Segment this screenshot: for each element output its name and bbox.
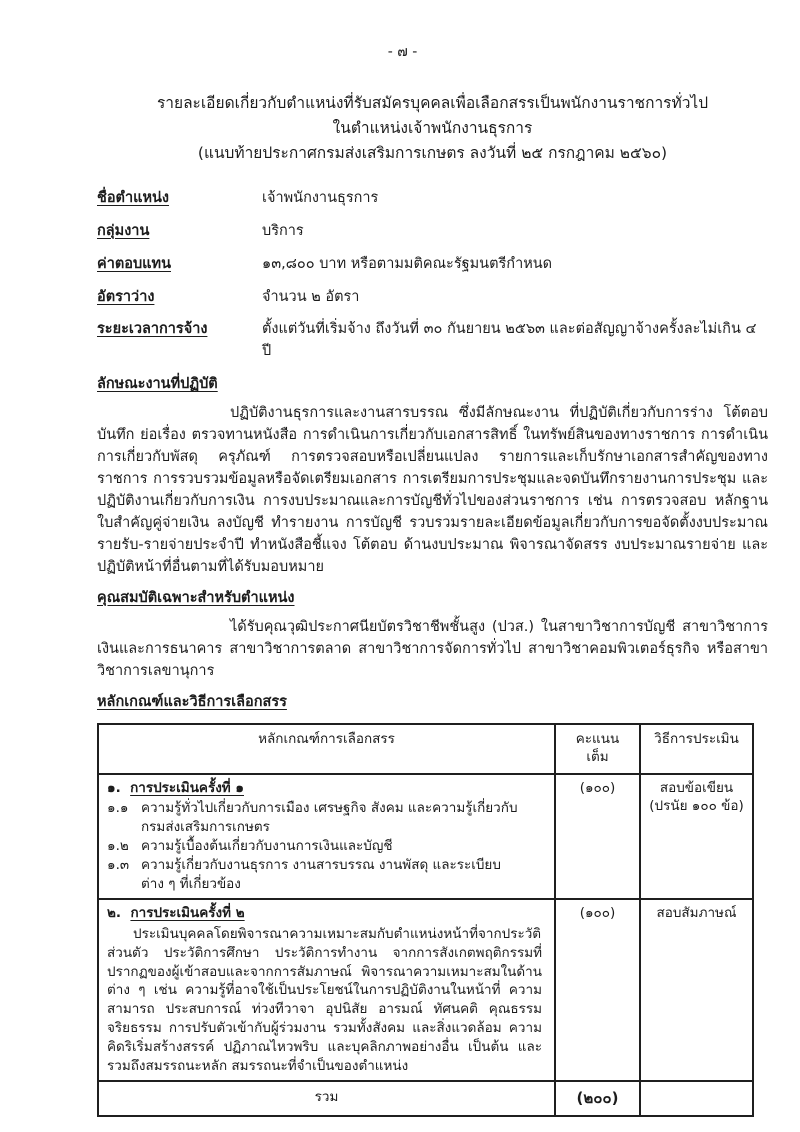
header-full-score-line2: เต็ม (586, 748, 609, 765)
assessment-2-title (107, 904, 546, 923)
field-label: ค่าตอบแทน (97, 255, 171, 272)
field-value: บริการ (262, 223, 304, 240)
duties-heading: ลักษณะงานที่ปฏิบัติ (97, 375, 218, 392)
method-line: (ปรนัย ๑๐๐ ข้อ) (649, 798, 744, 815)
assessment-2-description: ประเมินบุคคลโดยพิจารณาความเหมาะสมกับตำแหน่งหน้าที่จากประวัติส่วนตัว ประวัติการศึกษา ประวัติการทำงาน จากการสังเกตพฤติกรรมที่ปรากฏของผู้เข้าสอบและจากการสัมภาษณ์ พิจารณาความเหมาะสมในด้านต่าง ๆ เช่น ความรู้ที่อาจใช้เป็นประโยชน์ในการปฏิบัติงานในหน้าที่ ความสามารถ ประสบการณ์ ท่วงทีวาจา อุปนิสัย อารมณ์ ทัศนคติ คุณธรรม จริยธรรม การปรับตัวเข้ากับผู้ร่วมงาน รวมทั้งสังคม และสิ่งแวดล้อม ความคิดริเริ่มสร้างสรรค์ ปฏิภาณไหวพริบ และบุคลิกภาพอย่างอื่น เป็นต้น และรวมถึงสมรรถนะหลัก สมรรถนะที่จำเป็นของตำแหน่ง (107, 925, 542, 1074)
item-text: ความรู้เกี่ยวกับงานธุรการ งานสารบรรณ งานพัสดุ และระเบียบต่าง ๆ ที่เกี่ยวข้อง (141, 857, 501, 892)
method-line: สอบข้อเขียน (659, 779, 734, 796)
total-method-empty (640, 1081, 753, 1116)
criteria-item-1-3 (107, 856, 546, 894)
header-full-score (555, 724, 640, 773)
assessment-1-score: (๑๐๐) (555, 774, 640, 899)
method-line: สอบสัมภาษณ์ (656, 904, 737, 921)
total-score: (๒๐๐) (555, 1081, 640, 1116)
section-duties (97, 374, 768, 578)
field-position-name (97, 188, 768, 210)
assessment-2-score: (๑๐๐) (555, 899, 640, 1081)
field-vacancies (97, 287, 768, 309)
assessment-1-criteria-cell (98, 774, 555, 899)
table-row-assessment-2 (98, 899, 753, 1081)
position-fields (97, 188, 768, 363)
total-label: รวม (98, 1081, 555, 1116)
title-line-1: รายละเอียดเกี่ยวกับตำแหน่งที่รับสมัครบุคคลเพื่อเลือกสรรเป็นพนักงานราชการทั่วไป (156, 94, 709, 112)
title-line-2: ในตำแหน่งเจ้าพนักงานธุรการ (332, 119, 533, 138)
assessment-1-method (640, 774, 753, 899)
header-evaluation-method: วิธีการประเมิน (640, 724, 753, 773)
header-criteria: หลักเกณฑ์การเลือกสรร (98, 724, 555, 773)
assessment-1-title-text: การประเมินครั้งที่ ๑ (130, 779, 244, 796)
item-text: ความรู้เบื้องต้นเกี่ยวกับงานการเงินและบัญชี (141, 838, 393, 855)
header-full-score-line1: คะแนน (575, 731, 620, 748)
field-label: กลุ่มงาน (97, 223, 150, 240)
field-value: ตั้งแต่วันที่เริ่มจ้าง ถึงวันที่ ๓๐ กันยายน ๒๕๖๓ และต่อสัญญาจ้างครั้งละไม่เกิน ๔ ปี (262, 321, 757, 360)
table-row-total (98, 1081, 753, 1116)
item-number: ๑.๑ (107, 800, 129, 817)
section-qualifications (97, 588, 768, 682)
assessment-1-number: ๑. (107, 779, 121, 796)
page-number: - ๗ - (387, 44, 418, 60)
field-label: ชื่อตำแหน่ง (97, 190, 170, 207)
field-work-group (97, 221, 768, 243)
qualifications-paragraph: ได้รับคุณวุฒิประกาศนียบัตรวิชาชีพชั้นสูง (ปวส.) ในสาขาวิชาการบัญชี สาขาวิชาการเงินและการธนาคาร สาขาวิชาการตลาด สาขาวิชาการจัดการทั่วไป สาขาวิชาคอมพิวเตอร์ธุรกิจ หรือสาขาวิชาการเลขานุการ (97, 618, 768, 679)
field-value: จำนวน ๒ อัตรา (262, 288, 360, 305)
field-label: ระยะเวลาการจ้าง (97, 321, 208, 338)
criteria-heading: หลักเกณฑ์และวิธีการเลือกสรร (97, 693, 287, 710)
qualifications-heading: คุณสมบัติเฉพาะสำหรับตำแหน่ง (97, 589, 295, 606)
criteria-item-1-1 (107, 799, 546, 837)
table-row-assessment-1 (98, 774, 753, 899)
duties-paragraph: ปฏิบัติงานธุรการและงานสารบรรณ ซึ่งมีลักษณะงาน ที่ปฏิบัติเกี่ยวกับการร่าง โต้ตอบ บันทึก ย่อเรื่อง ตรวจทานหนังสือ การดำเนินการเกี่ยวกับเอกสารสิทธิ์ ในทรัพย์สินของทางราชการ การดำเนินการเกี่ยวกับพัสดุ ครุภัณฑ์ การตรวจสอบหรือเปลี่ยนแปลง รายการและเก็บรักษาเอกสารสำคัญของทางราชการ การรวบรวมข้อมูลหรือจัดเตรียมเอกสาร การเตรียมการประชุมและจดบันทึกรายงานการประชุม และปฏิบัติงานเกี่ยวกับการเงิน การงบประมาณและการบัญชีทั่วไปของส่วนราชการ เช่น การตรวจสอบ หลักฐานใบสำคัญคู่จ่ายเงิน ลงบัญชี ทำรายงาน การบัญชี รวบรวมรายละเอียดข้อมูลเกี่ยวกับการขอจัดตั้งงบประมาณ รายรับ-รายจ่ายประจำปี ทำหนังสือชี้แจง โต้ตอบ ด้านงบประมาณ พิจารณาจัดสรร งบประมาณรายจ่าย และปฏิบัติหน้าที่อื่นตามที่ได้รับมอบหมาย (97, 404, 768, 575)
title-line-3: (แนบท้ายประกาศกรมส่งเสริมการเกษตร ลงวันที่ ๒๕ กรกฎาคม ๒๕๖๐) (197, 144, 668, 163)
field-compensation (97, 254, 768, 276)
assessment-2-title-text: การประเมินครั้งที่ ๒ (130, 904, 245, 921)
criteria-item-1-2 (107, 837, 546, 856)
item-number: ๑.๒ (107, 838, 129, 855)
assessment-2-method (640, 899, 753, 1081)
assessment-2-criteria-cell (98, 899, 555, 1081)
field-value: เจ้าพนักงานธุรการ (262, 190, 379, 207)
item-number: ๑.๓ (107, 857, 130, 874)
field-label: อัตราว่าง (97, 288, 155, 305)
field-employment-period (97, 319, 768, 363)
assessment-1-title (107, 779, 546, 798)
table-header-row (98, 724, 753, 773)
selection-criteria-table (97, 723, 754, 1116)
assessment-2-number: ๒. (107, 904, 122, 921)
field-value: ๑๓,๘๐๐ บาท หรือตามมติคณะรัฐมนตรีกำหนด (262, 255, 553, 272)
item-text: ความรู้ทั่วไปเกี่ยวกับการเมือง เศรษฐกิจ สังคม และความรู้เกี่ยวกับกรมส่งเสริมการเกษตร (141, 800, 518, 836)
document-title (97, 91, 768, 166)
